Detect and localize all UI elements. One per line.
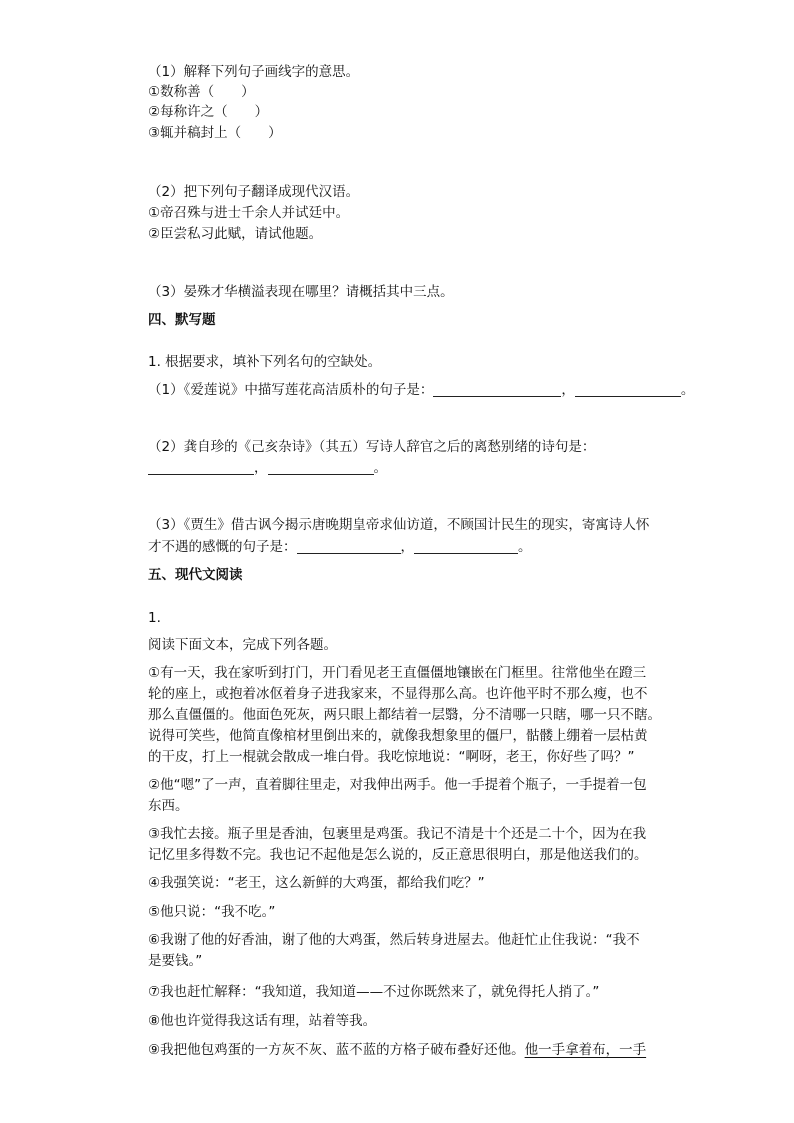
q2-title: （2）把下列句子翻译成现代汉语。 — [148, 184, 360, 200]
answer-blank[interactable] — [575, 382, 681, 397]
q1-title: （1）解释下列句子画线字的意思。 — [148, 64, 360, 80]
para3-line: ③我忙去接。瓶子里是香油，包裹里是鸡蛋。我记不清是十个还是二十个，因为在我 — [148, 826, 647, 842]
answer-blank[interactable] — [148, 460, 254, 475]
answer-blank[interactable] — [414, 539, 518, 554]
para2-line: 东西。 — [148, 798, 189, 814]
section4-intro: 1. 根据要求，填补下列名句的空缺处。 — [148, 354, 382, 370]
para9-text: ⑨我把他包鸡蛋的一方灰不灰、蓝不蓝的方格子破布叠好还他。 — [148, 1042, 525, 1058]
para9 — [148, 1041, 646, 1059]
fill-item-1-text: （1）《爱莲说》中描写莲花高洁质朴的句子是： — [148, 382, 434, 398]
fill-item-3-text: 才不遇的感慨的句子是： — [148, 539, 297, 555]
answer-blank[interactable] — [268, 460, 374, 475]
q2-item-1: ①帝召殊与进士千余人并试廷中。 — [148, 205, 350, 221]
fill-item-2-line2 — [148, 459, 387, 477]
fill-end: 。 — [518, 539, 532, 555]
para7: ⑦我也赶忙解释：“我知道，我知道——不过你既然来了，就免得托人捎了。” — [148, 984, 600, 1000]
para4: ④我强笑说：“老王，这么新鲜的大鸡蛋，都给我们吃？” — [148, 875, 485, 891]
para1-line: 那么直僵僵的。他面色死灰，两只眼上都结着一层翳，分不清哪一只瞎，哪一只不瞎。 — [148, 707, 661, 723]
q1-item-3: ③辄并稿封上（ ） — [148, 125, 282, 141]
q2-item-2: ②臣尝私习此赋，请试他题。 — [148, 226, 323, 242]
answer-blank[interactable] — [433, 382, 561, 397]
fill-item-2-line1: （2）龚自珍的《己亥杂诗》（其五）写诗人辞官之后的离愁别绪的诗句是： — [148, 439, 596, 455]
fill-end: 。 — [373, 460, 387, 476]
para6-line: 是要钱。” — [148, 953, 203, 969]
para1-line: 说得可笑些，他简直像棺材里倒出来的，就像我想象里的僵尸，骷髅上绷着一层枯黄 — [148, 728, 648, 744]
section5-instruction: 阅读下面文本，完成下列各题。 — [148, 637, 337, 653]
para3-line: 记忆里多得数不完。我也记不起他是怎么说的，反正意思很明白，那是他送我们的。 — [148, 847, 648, 863]
fill-item-3-line2 — [148, 538, 532, 556]
para1-line: 的干皮，打上一棍就会散成一堆白骨。我吃惊地说：“啊呀，老王，你好些了吗？” — [148, 749, 635, 765]
para1-line: ①有一天，我在家听到打门，开门看见老王直僵僵地镶嵌在门框里。往常他坐在蹬三 — [148, 665, 647, 681]
q1-item-1: ①数称善（ ） — [148, 84, 255, 100]
para5: ⑤他只说：“我不吃。” — [148, 904, 276, 920]
fill-item-1 — [148, 381, 694, 399]
para1-line: 轮的座上，或抱着冰伛着身子进我家来，不显得那么高。也许他平时不那么瘦，也不 — [148, 686, 648, 702]
fill-end: 。 — [680, 382, 695, 398]
section5-number: 1. — [148, 610, 161, 626]
para8: ⑧他也许觉得我这话有理，站着等我。 — [148, 1013, 377, 1029]
q1-item-2: ②每称许之（ ） — [148, 104, 269, 120]
q3-title: （3）晏殊才华横溢表现在哪里？请概括其中三点。 — [148, 284, 454, 300]
section4-heading: 四、默写题 — [148, 312, 216, 328]
fill-sep: ， — [561, 382, 575, 398]
section5-heading: 五、现代文阅读 — [148, 567, 243, 583]
fill-item-3-line1: （3）《贾生》借古讽今揭示唐晚期皇帝求仙访道，不顾国计民生的现实，寄寓诗人怀 — [148, 517, 650, 533]
para9-underlined-text: 他一手拿着布，一手 — [524, 1042, 647, 1058]
fill-sep: ， — [254, 460, 268, 476]
para2-line: ②他“嗯”了一声，直着脚往里走，对我伸出两手。他一手提着个瓶子，一手提着一包 — [148, 777, 647, 793]
answer-blank[interactable] — [297, 539, 401, 554]
fill-sep: ， — [400, 539, 414, 555]
para6-line: ⑥我谢了他的好香油，谢了他的大鸡蛋，然后转身进屋去。他赶忙止住我说：“我不 — [148, 932, 640, 948]
